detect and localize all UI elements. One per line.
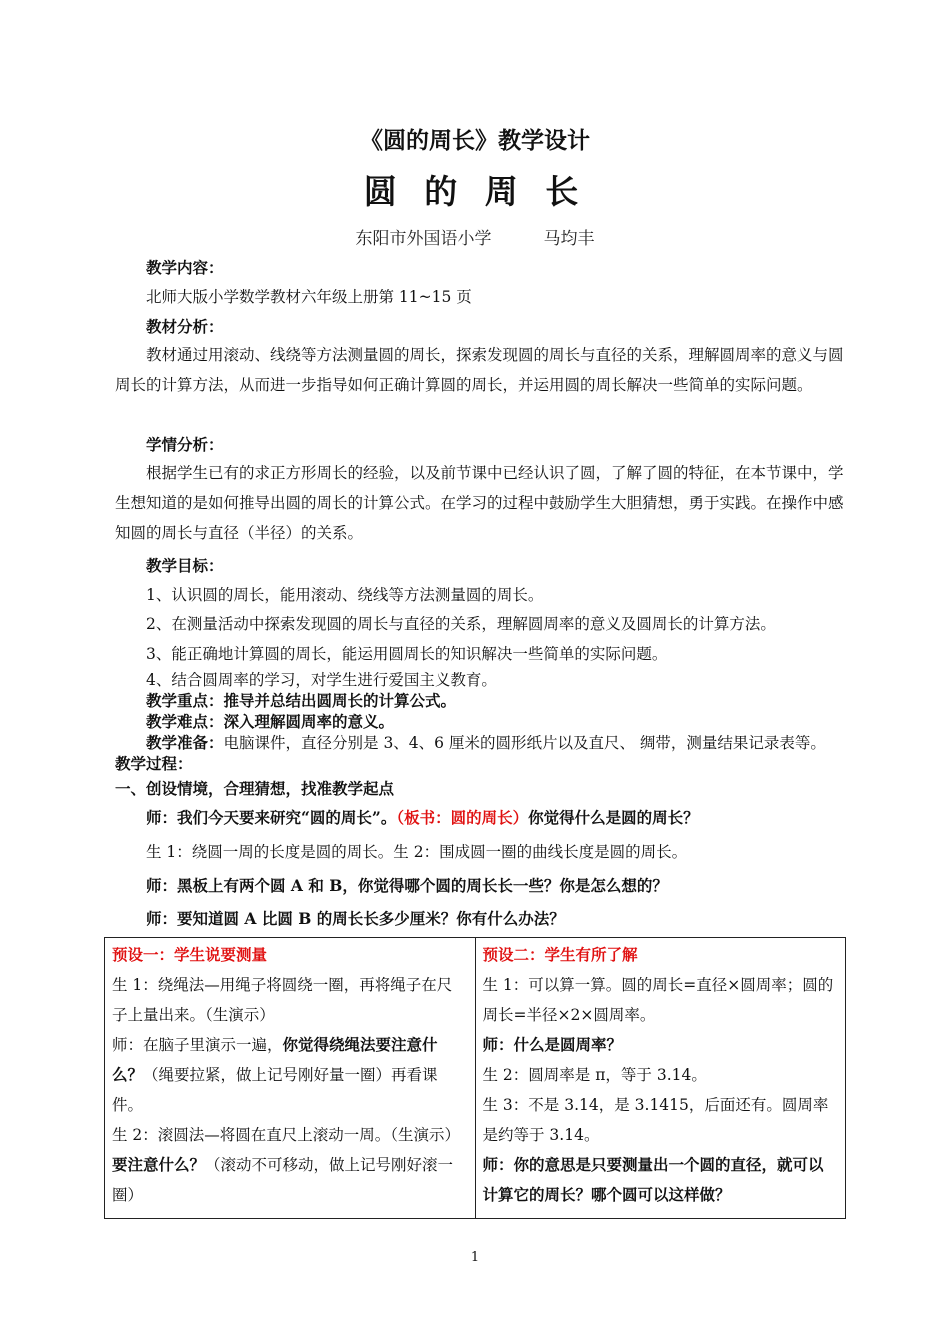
students-heading: 学情分析： — [146, 435, 224, 454]
page-number: 1 — [470, 1250, 480, 1265]
lesson-title: 圆 的 周 长 — [363, 172, 587, 211]
scenario-text: （绳要拉紧，做上记号刚好量一圈）再看课件。 — [112, 1066, 438, 1114]
difficulty-point — [146, 710, 394, 732]
scenario-text: 师：在脑子里演示一遍， — [112, 1036, 283, 1054]
goal-item: 4、结合圆周率的学习，对学生进行爱国主义教育。 — [146, 671, 497, 689]
scenario-line — [112, 1120, 468, 1210]
teacher-line: 师：要知道圆 A 比圆 B 的周长长多少厘米？你有什么办法？ — [146, 909, 565, 928]
section-heading: 一、创设情境，合理猜想，找准教学起点 — [115, 779, 395, 798]
teacher-line-a: 师：我们今天要来研究“圆的周长”。 — [146, 808, 397, 827]
scenario-emphasis: 要注意什么？ — [112, 1155, 206, 1174]
process-heading: 教学过程： — [115, 754, 193, 773]
goal-item: 2、在测量活动中探索发现圆的周长与直径的关系，理解圆周率的意义及圆周长的计算方法。 — [146, 615, 776, 633]
prep-label: 教学准备： — [146, 733, 224, 752]
scenario-text: （滚动不可移动，做上记号刚好滚一圈） — [112, 1156, 454, 1204]
difficulty-text: 深入理解圆周率的意义。 — [223, 712, 395, 731]
student-line: 生 1：绕圆一周的长度是圆的周长。生 2：围成圆一圈的曲线长度是圆的周长。 — [146, 843, 688, 861]
key-label: 教学重点： — [146, 691, 224, 710]
author-line — [0, 224, 950, 249]
scenario-line: 生 1：绕绳法—用绳子将圆绕一圈，再将绳子在尺子上量出来。（生演示） — [112, 976, 453, 1024]
scenario-table — [104, 937, 846, 1219]
students-text: 根据学生已有的求正方形周长的经验，以及前节课中已经认识了圆，了解了圆的特征，在本节课中，学生想知道的是如何推导出圆的周长的计算公式。在学习的过程中鼓励学生大胆猜想，勇于实践。在操作中感知圆的周长与直径（半径）的关系。 — [115, 464, 844, 542]
table-row — [105, 938, 846, 1219]
scenario-text: 生 2：滚圆法—将圆在直尺上滚动一周。（生演示） — [112, 1126, 461, 1144]
key-point — [146, 689, 456, 711]
key-text: 推导并总结出圆周长的计算公式。 — [223, 691, 457, 710]
content-text: 北师大版小学数学教材六年级上册第 11~15 页 — [146, 288, 472, 306]
prep-text: 电脑课件，直径分别是 3、4、6 厘米的圆形纸片以及直尺、 绸带，测量结果记录表等。 — [223, 734, 826, 752]
scenario-right-heading: 预设二：学生有所了解 — [482, 945, 638, 964]
scenario-line — [112, 1030, 468, 1120]
goal-item: 3、能正确地计算圆的周长，能运用圆周长的知识解决一些简单的实际问题。 — [146, 645, 668, 663]
content-heading: 教学内容： — [146, 258, 224, 277]
scenario-line: 生 3：不是 3.14，是 3.1415，后面还有。圆周率是约等于 3.14。 — [482, 1096, 829, 1144]
scenario-left-cell — [105, 938, 476, 1219]
scenario-line: 师：什么是圆周率？ — [482, 1035, 623, 1054]
scenario-emphasis: 你觉得绕绳法要注意什么？ — [112, 1035, 438, 1084]
scenario-right-cell — [475, 938, 846, 1219]
goals-heading: 教学目标： — [146, 556, 224, 575]
scenario-line: 师：你的意思是只要测量出一个圆的直径，就可以计算它的周长？哪个圆可以这样做？ — [482, 1155, 824, 1204]
material-heading: 教材分析： — [146, 317, 224, 336]
material-text: 教材通过用滚动、线绕等方法测量圆的周长，探索发现圆的周长与直径的关系，理解圆周率的意义与圆周长的计算方法，从而进一步指导如何正确计算圆的周长，并运用圆的周长解决一些简单的实际问题。 — [115, 346, 844, 394]
document-title: 《圆的周长》教学设计 — [360, 127, 590, 154]
scenario-line: 生 1：可以算一算。圆的周长=直径×圆周率；圆的周长=半径×2×圆周率。 — [482, 976, 834, 1024]
difficulty-label: 教学难点： — [146, 712, 224, 731]
teacher-line: 师：黑板上有两个圆 A 和 B，你觉得哪个圆的周长长一些？你是怎么想的？ — [146, 876, 668, 895]
teacher-line — [146, 806, 699, 828]
teacher-name: 马均丰 — [543, 229, 595, 249]
school-name: 东阳市外国语小学 — [355, 229, 492, 249]
preparation — [146, 731, 826, 753]
teacher-line-b: 你觉得什么是圆的周长？ — [528, 808, 699, 827]
board-note: （板书：圆的周长） — [396, 808, 529, 827]
goal-item: 1、认识圆的周长，能用滚动、绕线等方法测量圆的周长。 — [146, 586, 544, 604]
scenario-left-heading: 预设一：学生说要测量 — [112, 945, 268, 964]
scenario-line: 生 2：圆周率是 π，等于 3.14。 — [482, 1066, 707, 1084]
